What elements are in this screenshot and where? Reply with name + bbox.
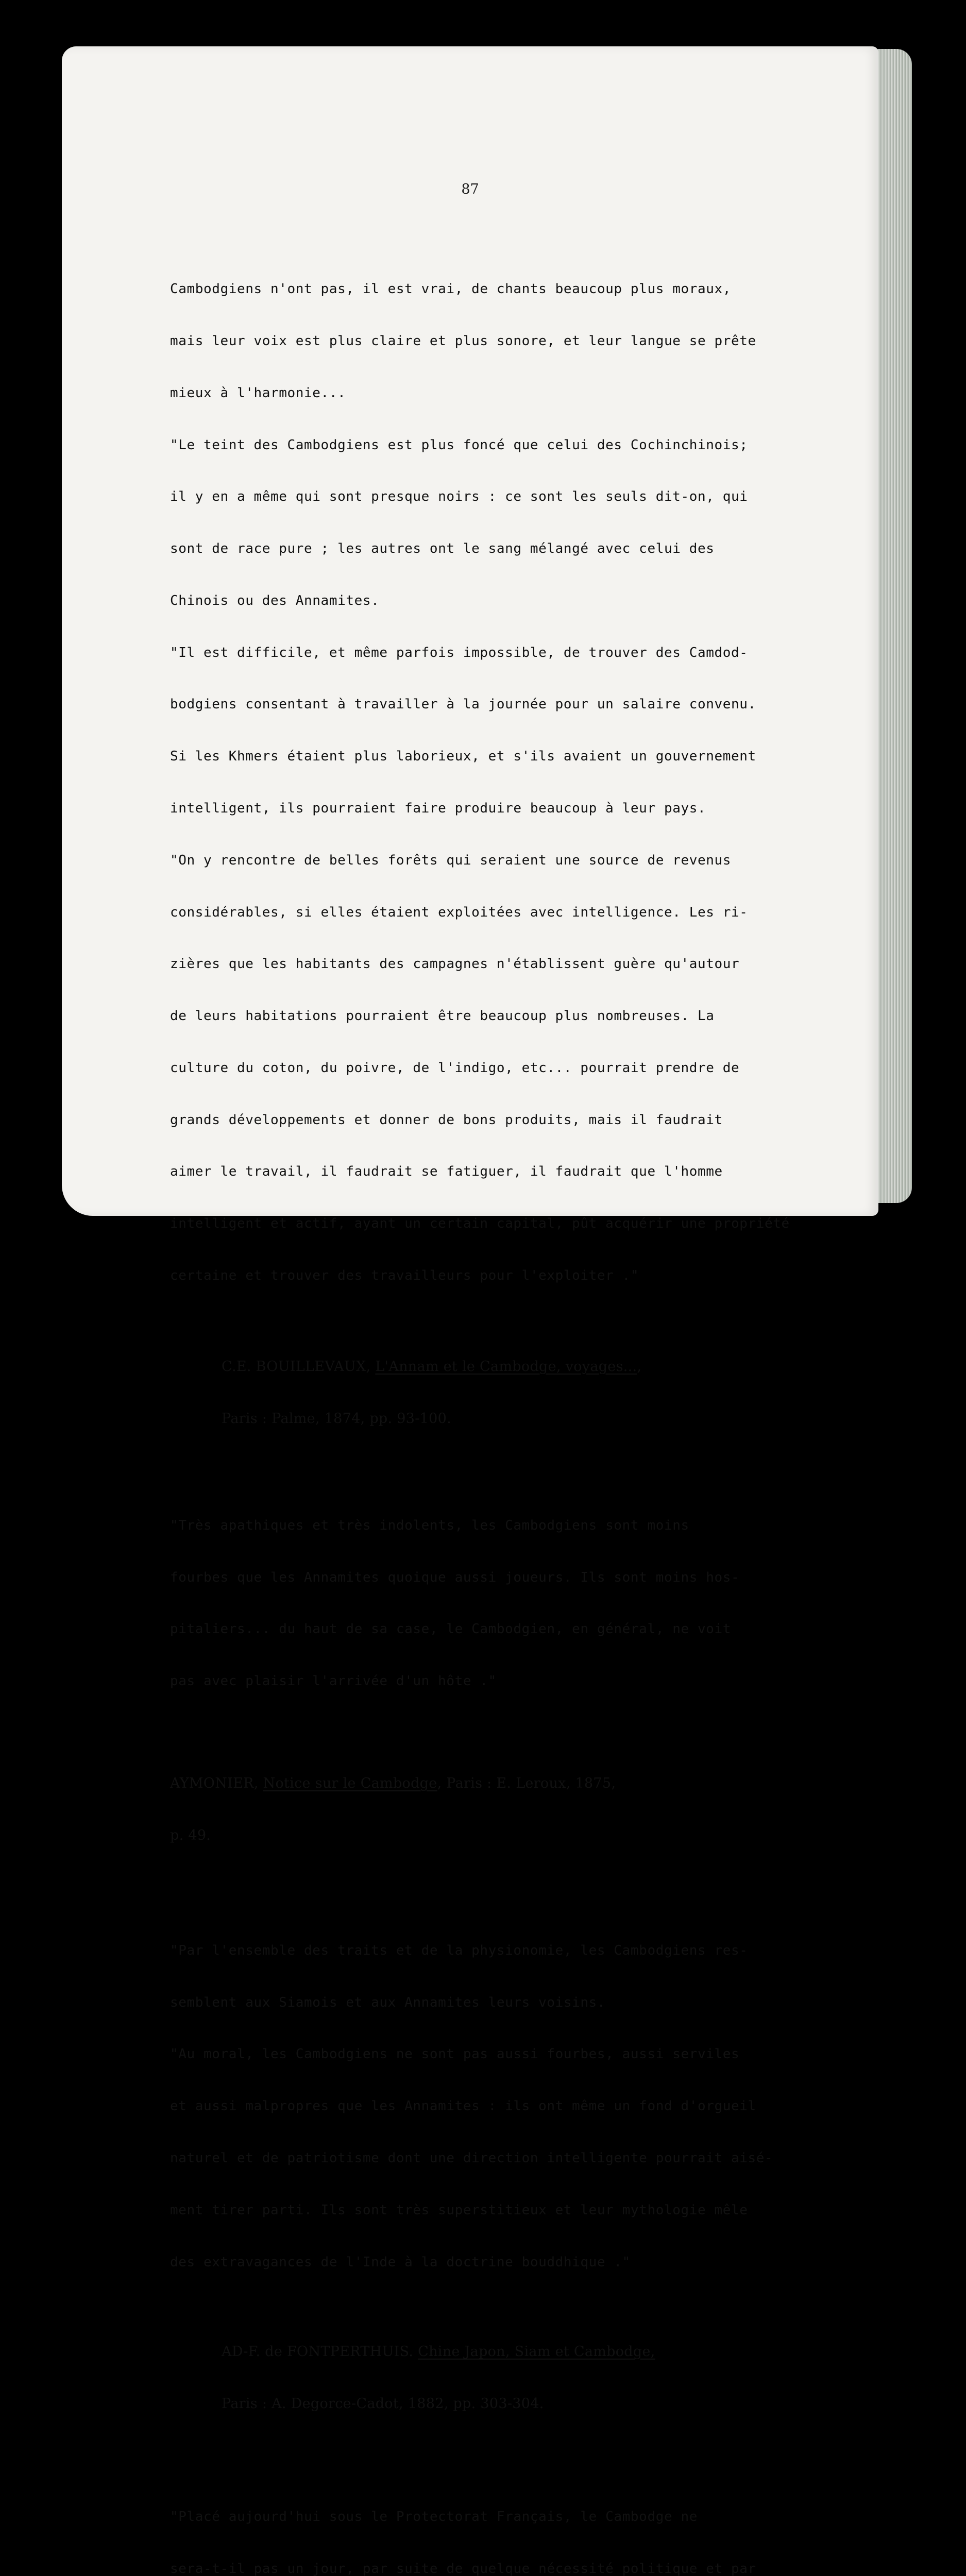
text-line: "Il est difficile, et même parfois impossible, de trouver des Camdod- bbox=[170, 645, 748, 660]
citation-tail: , bbox=[637, 1359, 642, 1375]
text-line: Cambodgiens n'ont pas, il est vrai, de chants beaucoup plus moraux, bbox=[170, 281, 731, 297]
text-line: pas avec plaisir l'arrivée d'un hôte ." bbox=[170, 1673, 497, 1689]
quote-block-4 bbox=[170, 2474, 819, 2576]
citation-1 bbox=[222, 1324, 819, 1462]
text-line: mais leur voix est plus claire et plus sonore, et leur langue se prête bbox=[170, 333, 756, 349]
text-line: "Le teint des Cambodgiens est plus foncé que celui des Cochinchinois; bbox=[170, 437, 748, 453]
citation-title: L'Annam et le Cambodge, voyages... bbox=[375, 1359, 637, 1375]
page-number: 87 bbox=[461, 181, 479, 197]
text-line: "Très apathiques et très indolents, les Cambodgiens sont moins bbox=[170, 1517, 689, 1533]
citation-3 bbox=[222, 2309, 819, 2447]
text-line: "Placé aujourd'hui sous le Protectorat Français, le Cambodge ne bbox=[170, 2509, 698, 2525]
text-line: mieux à l'harmonie... bbox=[170, 385, 346, 401]
text-line: des extravagances de l'Inde à la doctrine bouddhique ." bbox=[170, 2254, 631, 2270]
text-line: certaine et trouver des travailleurs pour l'exploiter ." bbox=[170, 1268, 639, 1284]
quote-block-3 bbox=[170, 1908, 819, 2306]
page-text bbox=[170, 246, 819, 2576]
citation-author: AD-F. de FONTPERTHUIS. bbox=[222, 2344, 418, 2360]
text-line: il y en a même qui sont presque noirs : ce sont les seuls dit-on, qui bbox=[170, 489, 748, 505]
citation-line: Paris : A. Degorce-Cadot, 1882, pp. 303-304. bbox=[222, 2396, 544, 2412]
text-line: aimer le travail, il faudrait se fatiguer, il faudrait que l'homme bbox=[170, 1164, 723, 1180]
text-line: bodgiens consentant à travailler à la journée pour un salaire convenu. bbox=[170, 697, 756, 713]
text-line: "Au moral, les Cambodgiens ne sont pas aussi fourbes, aussi serviles bbox=[170, 2046, 740, 2062]
text-line: fourbes que les Annamites quoique aussi joueurs. Ils sont moins hos- bbox=[170, 1569, 740, 1585]
citation-tail: , Paris : E. Leroux, 1875, bbox=[437, 1775, 616, 1792]
text-line: culture du coton, du poivre, de l'indigo, etc... pourrait prendre de bbox=[170, 1060, 740, 1076]
text-line: sont de race pure ; les autres ont le sang mélangé avec celui des bbox=[170, 541, 715, 557]
text-line: intelligent, ils pourraient faire produire beaucoup à leur pays. bbox=[170, 801, 706, 816]
text-line: grands développements et donner de bons produits, mais il faudrait bbox=[170, 1112, 723, 1128]
citation-2 bbox=[170, 1740, 819, 1879]
text-line: "Par l'ensemble des traits et de la physionomie, les Cambodgiens res- bbox=[170, 1942, 748, 1958]
citation-author: C.E. BOUILLEVAUX, bbox=[222, 1359, 376, 1375]
text-line: zières que les habitants des campagnes n'établissent guère qu'autour bbox=[170, 956, 740, 972]
citation-line bbox=[222, 1358, 819, 1376]
text-line: ment tirer parti. Ils sont très superstitieux et leur mythologie mêle bbox=[170, 2202, 748, 2218]
text-line: intelligent et actif, ayant un certain capital, pût acquérir une propriété bbox=[170, 1216, 790, 1232]
text-line: Si les Khmers étaient plus laborieux, et s'ils avaient un gouvernement bbox=[170, 749, 756, 765]
text-line: semblent aux Siamois et aux Annamites leurs voisins. bbox=[170, 1994, 606, 2010]
quote-block-2 bbox=[170, 1483, 819, 1725]
citation-line: p. 49. bbox=[170, 1827, 211, 1843]
citation-author: AYMONIER, bbox=[170, 1775, 263, 1792]
citation-line bbox=[222, 2343, 819, 2361]
text-line: et aussi malpropres que les Annamites : ils ont même un fond d'orgueil bbox=[170, 2098, 756, 2114]
text-line: naturel et de patriotisme dont une direction intelligente pourrait aisé- bbox=[170, 2150, 773, 2166]
text-line: de leurs habitations pourraient être beaucoup plus nombreuses. La bbox=[170, 1008, 715, 1024]
citation-line bbox=[170, 1775, 819, 1792]
text-line: Chinois ou des Annamites. bbox=[170, 592, 380, 608]
text-line: sera-t-il pas un jour, par suite de quelque nécessité politique et par bbox=[170, 2561, 756, 2576]
text-line: "On y rencontre de belles forêts qui seraient une source de revenus bbox=[170, 852, 731, 868]
quote-block-1 bbox=[170, 246, 819, 1319]
citation-line: Paris : Palme, 1874, pp. 93-100. bbox=[222, 1410, 451, 1427]
text-line: pitaliers... du haut de sa case, le Cambodgien, en général, ne voit bbox=[170, 1621, 731, 1637]
citation-title: Chine Japon, Siam et Cambodge, bbox=[418, 2344, 655, 2360]
citation-title: Notice sur le Cambodge bbox=[263, 1775, 437, 1792]
text-line: considérables, si elles étaient exploitées avec intelligence. Les ri- bbox=[170, 904, 748, 920]
